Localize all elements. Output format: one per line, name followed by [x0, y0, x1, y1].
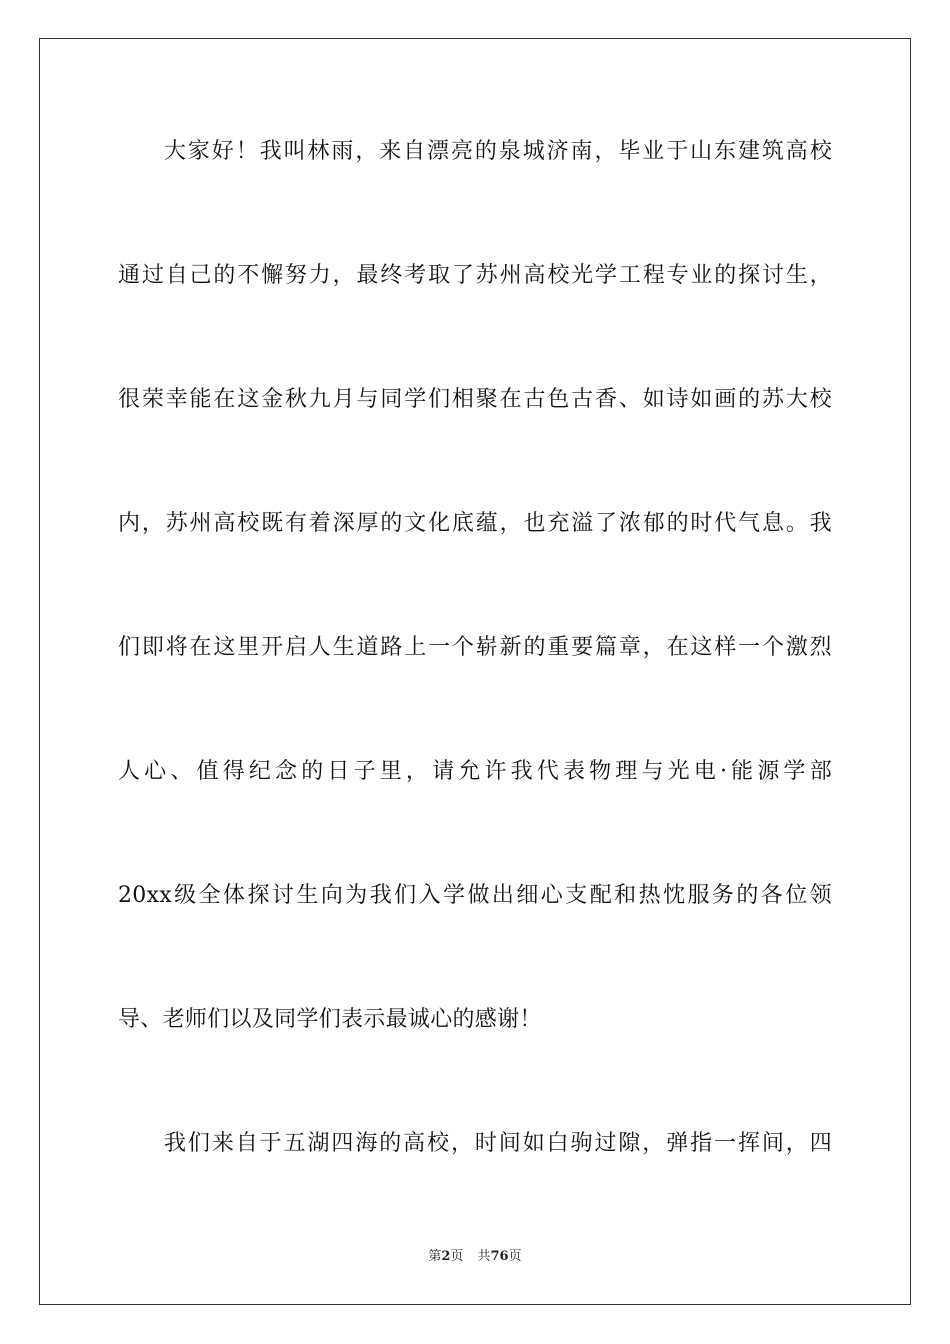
paragraph-line-4: 内，苏州高校既有着深厚的文化底蕴，也充溢了浓郁的时代气息。我 — [118, 511, 832, 536]
total-pages: 76 — [490, 1249, 509, 1264]
paragraph-line-7: 20xx级全体探讨生向为我们入学做出细心支配和热忱服务的各位领 — [118, 883, 832, 908]
page-prefix: 第 — [428, 1249, 442, 1264]
total-prefix: 共 — [477, 1249, 491, 1264]
page-footer — [0, 1248, 950, 1266]
total-suffix: 页 — [508, 1249, 522, 1264]
paragraph-line-2: 通过自己的不懈努力，最终考取了苏州高校光学工程专业的探讨生， — [118, 263, 832, 288]
paragraph-line-5: 们即将在这里开启人生道路上一个崭新的重要篇章，在这样一个激烈 — [118, 635, 832, 660]
paragraph-line-1: 大家好！我叫林雨，来自漂亮的泉城济南，毕业于山东建筑高校 — [164, 139, 832, 164]
paragraph-line-6: 人心、值得纪念的日子里，请允许我代表物理与光电·能源学部 — [118, 759, 832, 784]
paragraph-line-3: 很荣幸能在这金秋九月与同学们相聚在古色古香、如诗如画的苏大校 — [118, 387, 832, 412]
page-number: 2 — [441, 1249, 451, 1264]
paragraph-line-9: 我们来自于五湖四海的高校，时间如白驹过隙，弹指一挥间，四 — [164, 1131, 832, 1156]
page-border — [39, 38, 911, 1305]
page-suffix: 页 — [450, 1249, 464, 1264]
paragraph-line-8: 导、老师们以及同学们表示最诚心的感谢！ — [118, 1007, 542, 1032]
